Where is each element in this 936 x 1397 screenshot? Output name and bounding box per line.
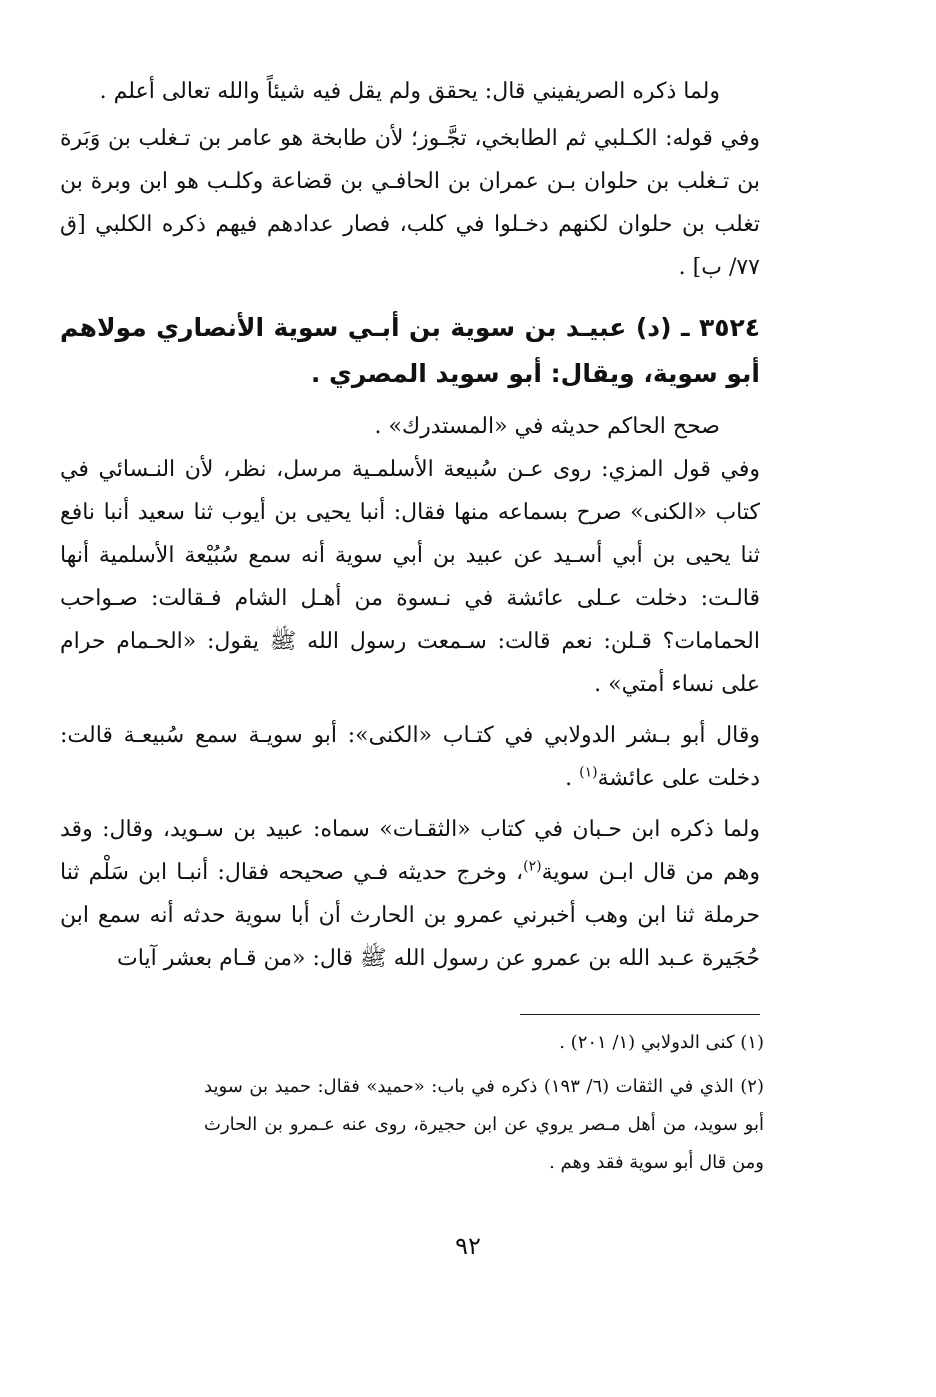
footnote-ref-2: (٢) xyxy=(523,858,542,875)
paragraph-3: صحح الحاكم حديثه في «المستدرك» . xyxy=(374,414,720,439)
footnote-2: (٢) الذي في الثقات (٦/ ١٩٣) ذكره في باب: «حميد» فقال: حميد بن سويد أبو سويد، من أهل مـصر يروي عن ابن حجيرة، روى عنه عـمرو بن الحارث ومن قال أبو سوية فقد وهم . xyxy=(204,1076,764,1173)
footnote-separator xyxy=(520,1014,760,1015)
paragraph-5-tail: . xyxy=(565,766,580,791)
page-number: ٩٢ xyxy=(455,1232,481,1260)
paragraph-5 xyxy=(60,714,760,800)
paragraph-1: ولما ذكره الصريفيني قال: يحقق ولم يقل فيه شيئاً والله تعالى أعلم . xyxy=(99,79,720,104)
paragraph-2: وفي قوله: الكـلبي ثم الطابخي، تجَّـوز؛ لأن طابخة هو عامر بن تـغلب بن وَبَرة بن تـغلب بن حلوان بـن عمران بن الحافـي بن قضاعة وكلـب هو ابن وبرة بن تغلب بن حلوان لكنهم دخـلوا في كلب، فصار عدادهم فيهم ذكره الكلبي [ق ٧٧/ ب] . xyxy=(60,126,760,280)
paragraph-5-text: وقال أبو بـشر الدولابي في كتـاب «الكنى»: أبو سويـة سمع سُبيعـة قالت: دخلت على عائشة xyxy=(60,723,760,791)
entry-heading: ٣٥٢٤ ـ (د) عبيـد بن سوية بن أبـي سوية الأنصاري مولاهم أبو سوية، ويقال: أبو سويد المصري . xyxy=(60,313,760,388)
paragraph-6-part-a: ولما ذكره ابن حـبان في كتاب «الثقـات» سماه: عبيد بن سـويد، وقال: وقد وهم من قال ابـن سوية xyxy=(60,817,760,885)
footnote-1: (١) كنى الدولابي (١/ ٢٠١) . xyxy=(559,1032,764,1053)
paragraph-6-part-b: ، وخرج حديثه فـي صحيحه فقال: أنبـا ابن سَلْم ثنا حرملة ثنا ابن وهب أخبرني عمرو بن الحارث أن أبا سوية حدثه أنه سمع ابن حُجَيرة عـبد الله بن عمرو عن رسول الله ﷺ قال: «من قـام بعشر آيات xyxy=(60,860,760,971)
paragraph-6 xyxy=(60,808,760,980)
page-body xyxy=(60,70,760,980)
paragraph-4: وفي قول المزي: روى عـن سُبيعة الأسلمـية مرسل، نظر، لأن النـسائي في كتاب «الكنى» صرح بسماعه منها فقال: أنبا يحيى بن أيوب ثنا سعيد أنبا نافع ثنا يحيى بن أبي أسـيد عن عبيد بن أبي سوية أنه سمع سُبُيْعة الأسلمية أنها قالـت: دخلت عـلى عائشة في نـسوة من أهـل الشام فـقالت: صـواحب الحمامات؟ قـلن: نعم قالت: سـمعت رسول الله ﷺ يقول: «الحـمام حرام على نساء أمتي» . xyxy=(60,457,760,697)
footnotes xyxy=(204,1024,764,1188)
footnote-ref-1: (١) xyxy=(579,764,598,781)
